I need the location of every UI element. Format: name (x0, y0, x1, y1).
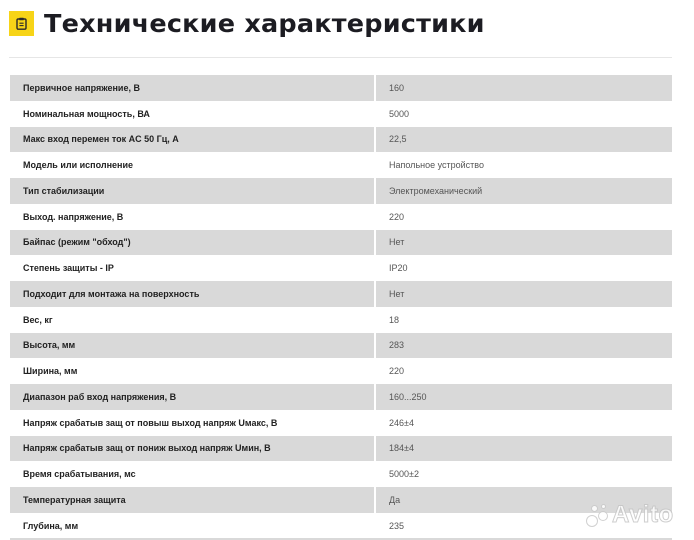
avito-logo-icon (586, 503, 610, 527)
spec-label: Глубина, мм (23, 520, 79, 531)
specs-table (10, 75, 672, 539)
table-row (10, 255, 672, 281)
spec-value: 235 (374, 513, 672, 539)
table-row (10, 101, 672, 127)
page-title: Технические характеристики (44, 9, 485, 38)
spec-value: 22,5 (374, 127, 672, 153)
spec-value: Электромеханический (374, 178, 672, 204)
table-row (10, 358, 672, 384)
spec-label: Время срабатывания, мс (23, 469, 136, 480)
table-row (10, 410, 672, 436)
spec-label: Вес, кг (23, 314, 53, 325)
table-row (10, 487, 672, 513)
spec-value: Нет (374, 281, 672, 307)
clipboard-icon (9, 11, 34, 36)
table-row (10, 333, 672, 359)
spec-label: Высота, мм (10, 333, 374, 359)
table-row (10, 178, 672, 204)
spec-value: 5000 (374, 101, 672, 127)
table-row (10, 75, 672, 101)
spec-label: Тип стабилизации (10, 178, 374, 204)
spec-value: 246±4 (374, 410, 672, 436)
spec-value: Напольное устройство (374, 152, 672, 178)
spec-label: Напряж срабатыв защ от повыш выход напряж Uмакс, В (23, 417, 278, 428)
spec-label: Выход. напряжение, В (23, 211, 124, 222)
header-divider (9, 57, 672, 58)
table-row (10, 230, 672, 256)
spec-value: Нет (374, 230, 672, 256)
section-header (9, 9, 485, 38)
spec-value: 5000±2 (374, 461, 672, 487)
table-row (10, 513, 672, 539)
spec-label: Байпас (режим "обход") (10, 230, 374, 256)
watermark-text: Avito (612, 501, 674, 528)
table-row (10, 127, 672, 153)
spec-value: 184±4 (374, 436, 672, 462)
table-row (10, 152, 672, 178)
spec-value: 220 (374, 204, 672, 230)
spec-value: 160...250 (374, 384, 672, 410)
table-row (10, 384, 672, 410)
spec-label: Первичное напряжение, В (10, 75, 374, 101)
spec-value: 283 (374, 333, 672, 359)
spec-label: Диапазон раб вход напряжения, В (10, 384, 374, 410)
spec-label: Степень защиты - IP (23, 263, 114, 274)
spec-value: Да (374, 487, 672, 513)
table-row (10, 204, 672, 230)
spec-label: Напряж срабатыв защ от пониж выход напряж Uмин, В (10, 436, 374, 462)
table-row (10, 436, 672, 462)
spec-label: Номинальная мощность, ВА (23, 108, 150, 119)
spec-label: Температурная защита (10, 487, 374, 513)
table-row (10, 461, 672, 487)
table-row (10, 307, 672, 333)
spec-value: 220 (374, 358, 672, 384)
spec-label: Модель или исполнение (23, 160, 134, 171)
spec-label: Подходит для монтажа на поверхность (10, 281, 374, 307)
spec-value: IP20 (374, 255, 672, 281)
spec-value: 160 (374, 75, 672, 101)
table-row (10, 281, 672, 307)
spec-label: Ширина, мм (23, 366, 78, 377)
spec-label: Макс вход перемен ток AC 50 Гц, А (10, 127, 374, 153)
avito-watermark (586, 501, 674, 529)
spec-value: 18 (374, 307, 672, 333)
